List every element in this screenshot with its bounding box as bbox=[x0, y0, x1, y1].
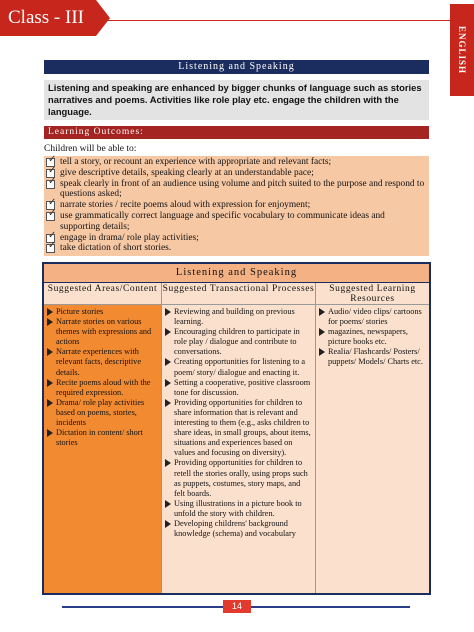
list-item: Recite poems aloud with the required expression. bbox=[46, 378, 159, 398]
arrow-bullet-icon bbox=[319, 348, 325, 356]
learning-outcomes-heading: Learning Outcomes: bbox=[44, 126, 429, 139]
list-item: ✓ use grammatically correct language and specific vocabulary to communicate ideas and supporting details; bbox=[46, 211, 425, 233]
list-item: ✓ give descriptive details, speaking clearly at an understandable pace; bbox=[46, 168, 425, 179]
list-item: Picture stories bbox=[46, 307, 159, 317]
list-item: Dictation in content/ short stories bbox=[46, 428, 159, 448]
list-item: Setting a cooperative, positive classroom tone for discussion. bbox=[164, 378, 313, 398]
list-item: Encouraging children to participate in role play / dialogue and contribute to conversations. bbox=[164, 327, 313, 357]
list-item: Developing childrens' background knowledge (schema) and vocabulary bbox=[164, 519, 313, 539]
page-number: 14 bbox=[223, 600, 251, 613]
column-header: Suggested Learning Resources bbox=[316, 283, 429, 305]
list-item: ✓ speak clearly in front of an audience using volume and pitch suited to the purpose and respond to questions asked; bbox=[46, 179, 425, 201]
checkbox-icon bbox=[46, 212, 55, 221]
arrow-bullet-icon bbox=[165, 399, 171, 407]
arrow-bullet-icon bbox=[47, 429, 53, 437]
list-item: Providing opportunities for children to retell the stories orally, using props such as puppets, costumes, story maps, and felt boards. bbox=[164, 458, 313, 498]
arrow-bullet-icon bbox=[165, 379, 171, 387]
section-title: Listening and Speaking bbox=[44, 60, 429, 74]
arrow-bullet-icon bbox=[165, 358, 171, 366]
column-learning-resources bbox=[316, 283, 429, 593]
arrow-bullet-icon bbox=[47, 308, 53, 316]
header-rule bbox=[96, 20, 450, 21]
checkbox-icon bbox=[46, 180, 55, 189]
list-item: Audio/ video clips/ cartoons for poems/ stories bbox=[318, 307, 427, 327]
arrow-bullet-icon bbox=[47, 379, 53, 387]
arrow-bullet-icon bbox=[165, 308, 171, 316]
column-transactional-processes bbox=[162, 283, 316, 593]
arrow-bullet-icon bbox=[165, 328, 171, 336]
list-item: Creating opportunities for listening to a poem/ story/ dialogue and enacting it. bbox=[164, 357, 313, 377]
list-item: Using illustrations in a picture book to unfold the story with children. bbox=[164, 499, 313, 519]
arrow-bullet-icon bbox=[165, 520, 171, 528]
column-header: Suggested Transactional Processes bbox=[162, 283, 315, 305]
table-title: Listening and Speaking bbox=[44, 264, 429, 283]
list-item: Narrate experiences with relevant facts, descriptive details. bbox=[46, 347, 159, 377]
learning-outcomes-lead: Children will be able to: bbox=[44, 144, 137, 154]
learning-outcomes-list bbox=[44, 156, 429, 256]
column-header: Suggested Areas/Content bbox=[44, 283, 161, 305]
list-item: ✓ tell a story, or recount an experience with appropriate and relevant facts; bbox=[46, 157, 425, 168]
arrow-bullet-icon bbox=[47, 348, 53, 356]
column-areas-content bbox=[44, 283, 162, 593]
subject-tab: ENGLISH bbox=[450, 4, 474, 96]
list-item: ✓ take dictation of short stories. bbox=[46, 243, 425, 254]
class-label: Class - III bbox=[0, 0, 96, 36]
arrow-bullet-icon bbox=[319, 328, 325, 336]
arrow-bullet-icon bbox=[165, 500, 171, 508]
curriculum-table bbox=[42, 262, 431, 595]
arrow-bullet-icon bbox=[165, 459, 171, 467]
intro-text: Listening and speaking are enhanced by bigger chunks of language such as stories narratives and poems. Activities like role play etc. engage the children with the language. bbox=[44, 80, 429, 120]
checkbox-icon bbox=[46, 244, 55, 253]
arrow-bullet-icon bbox=[47, 399, 53, 407]
list-item: Narrate stories on various themes with expressions and actions bbox=[46, 317, 159, 347]
list-item: Reviewing and building on previous learning. bbox=[164, 307, 313, 327]
arrow-bullet-icon bbox=[319, 308, 325, 316]
list-item: Drama/ role play activities based on poems, stories, incidents bbox=[46, 398, 159, 428]
arrow-bullet-icon bbox=[47, 318, 53, 326]
list-item: Providing opportunities for children to share information that is relevant and interesting to them (e.g., asks children to share ideas, in small groups, about items, situations and experiences based on values and focusing on diversity). bbox=[164, 398, 313, 459]
list-item: ✓ engage in drama/ role play activities; bbox=[46, 233, 425, 244]
list-item: ✓ narrate stories / recite poems aloud with expression for enjoyment; bbox=[46, 200, 425, 211]
list-item: Realia/ Flashcards/ Posters/ puppets/ Models/ Charts etc. bbox=[318, 347, 427, 367]
list-item: magazines, newspapers, picture books etc. bbox=[318, 327, 427, 347]
